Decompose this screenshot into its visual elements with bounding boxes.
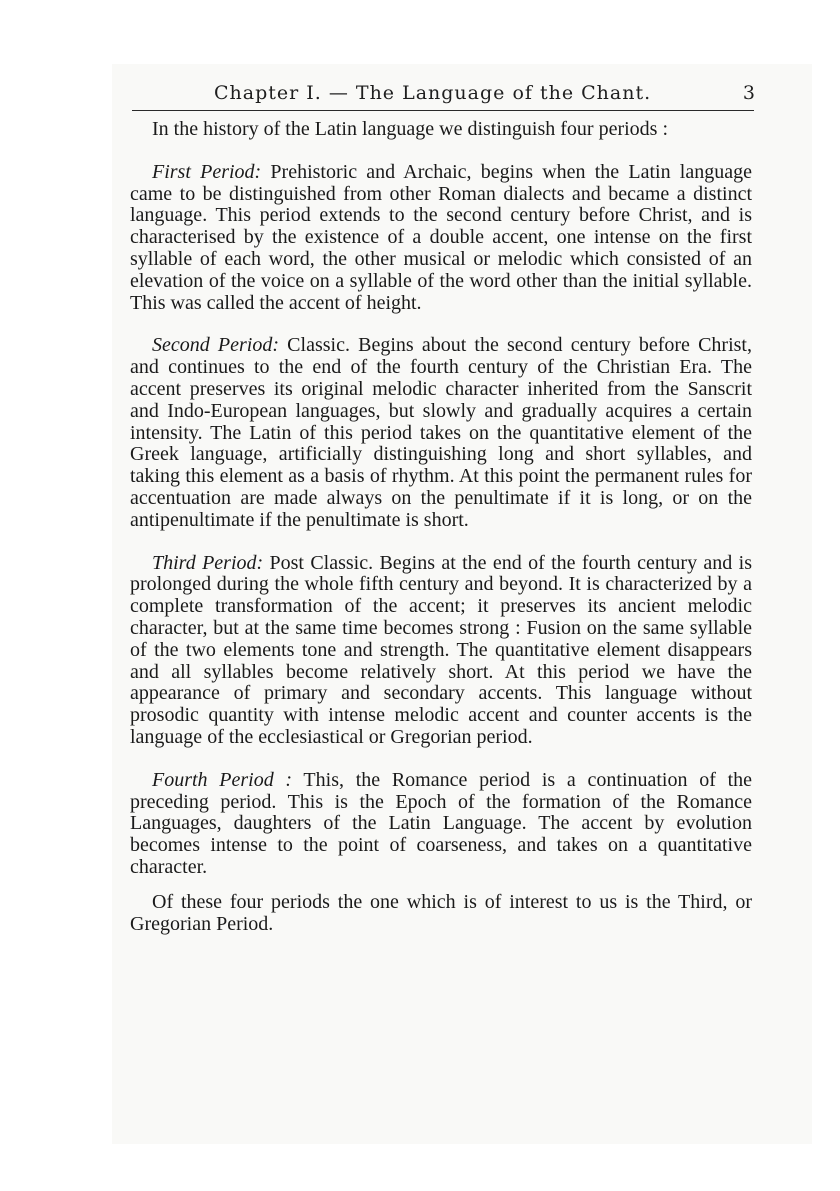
body-text xyxy=(130,119,752,935)
paragraph-intro-text: In the history of the Latin language we distinguish four periods : xyxy=(152,118,669,140)
paragraph-first-period xyxy=(130,162,752,315)
chapter-title: Chapter I. — The Language of the Chant. xyxy=(214,82,652,104)
paragraph-second-period xyxy=(130,335,752,531)
paragraph-fourth-period xyxy=(130,770,752,879)
header-rule xyxy=(132,110,754,111)
paragraph-conclusion xyxy=(130,892,752,936)
third-period-text: Post Classic. Begins at the end of the fourth century and is prolonged during the whole fifth century and beyond. It is characterized by a complete transformation of the accent; it preserves its ancient melodic character, but at the same time becomes strong : Fusion on the same syllable of the two elements tone and strength. The quantitative element disappears and all syllables become relatively short. At this period we have the appearance of primary and secondary accents. This language without prosodic quantity with intense melodic accent and counter accents is the language of the ecclesiastical or Gregorian period. xyxy=(130,551,752,748)
running-header xyxy=(132,80,756,110)
second-period-heading: Second Period: xyxy=(152,334,280,357)
paragraph-third-period xyxy=(130,553,752,749)
fourth-period-text: This, the Romance period is a continuation of the preceding period. This is the Epoch of the formation of the Romance Languages, daughters of the Latin Language. The accent by evolution becomes intense to the point of coarseness, and takes on a quantitative character. xyxy=(130,768,752,878)
third-period-heading: Third Period: xyxy=(152,551,264,574)
fourth-period-heading: Fourth Period : xyxy=(152,768,293,791)
first-period-heading: First Period: xyxy=(152,160,262,183)
paragraph-intro xyxy=(130,119,752,141)
second-period-text: Classic. Begins about the second century before Christ, and continues to the end of the fourth century of the Christian Era. The accent preserves its original melodic character inherited from the Sanscrit and Indo-European languages, but slowly and gradually acquires a certain intensity. The Latin of this period takes on the quantitative element of the Greek language, artificially distinguishing long and short syllables, and taking this element as a basis of rhythm. At this point the permanent rules for accentuation are made always on the penultimate if it is long, or on the antipenultimate if the penultimate is short. xyxy=(130,334,752,531)
paragraph-conclusion-text: Of these four periods the one which is of interest to us is the Third, or Gregorian Period. xyxy=(130,890,752,935)
first-period-text: Prehistoric and Archaic, begins when the Latin language came to be distinguished from other Roman dialects and became a distinct language. This period extends to the second century before Christ, and is characterised by the existence of a double accent, one intense on the first syllable of each word, the other musical or melodic which consisted of an elevation of the voice on a syllable of the word other than the initial syllable. This was called the accent of height. xyxy=(130,160,752,314)
page-number: 3 xyxy=(742,82,756,104)
